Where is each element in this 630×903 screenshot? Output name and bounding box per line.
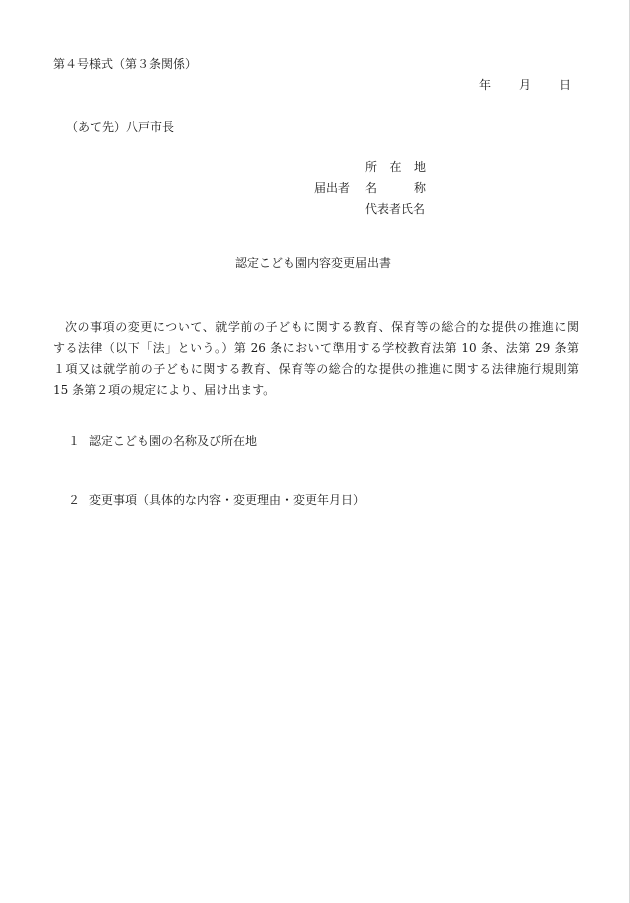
notifier-name-row (314, 177, 426, 198)
document-title: 認定こども園内容変更届出書 (235, 256, 392, 270)
item-number: １ (68, 434, 81, 448)
notifier-label: 届出者 (314, 180, 351, 195)
item-text: 認定こども園の名称及び所在地 (89, 434, 258, 448)
form-number: 第４号様式（第３条関係） (53, 57, 198, 71)
representative-label: 代表者氏名 (365, 201, 426, 216)
address-label: 所 在 地 (365, 159, 426, 174)
body-line: 15 条第２項の規定により、届け出ます。 (53, 383, 276, 397)
notifier-block (314, 156, 426, 219)
item-number: ２ (68, 493, 81, 507)
body-line: １項又は就学前の子どもに関する教育、保育等の総合的な提供の推進に関する法律施行規則第 (53, 362, 579, 376)
notifier-address-row (314, 156, 426, 177)
item-text: 変更事項（具体的な内容・変更理由・変更年月日） (89, 493, 366, 507)
body-paragraph (53, 317, 579, 401)
date-day-label: 日 (558, 78, 571, 92)
body-line: する法律（以下「法」という。）第 26 条において準用する学校教育法第 10 条、法第 29 条第 (53, 341, 579, 355)
addressee: （あて先）八戸市長 (66, 120, 175, 134)
body-line: 次の事項の変更について、就学前の子どもに関する教育、保育等の総合的な提供の推進に関 (65, 320, 579, 334)
name-label: 名 称 (365, 180, 426, 195)
date-line (479, 79, 571, 91)
notifier-representative-row (314, 198, 426, 219)
item-1 (68, 435, 257, 447)
date-year-label: 年 (478, 78, 491, 92)
date-month-label: 月 (518, 78, 531, 92)
item-2 (68, 494, 365, 506)
